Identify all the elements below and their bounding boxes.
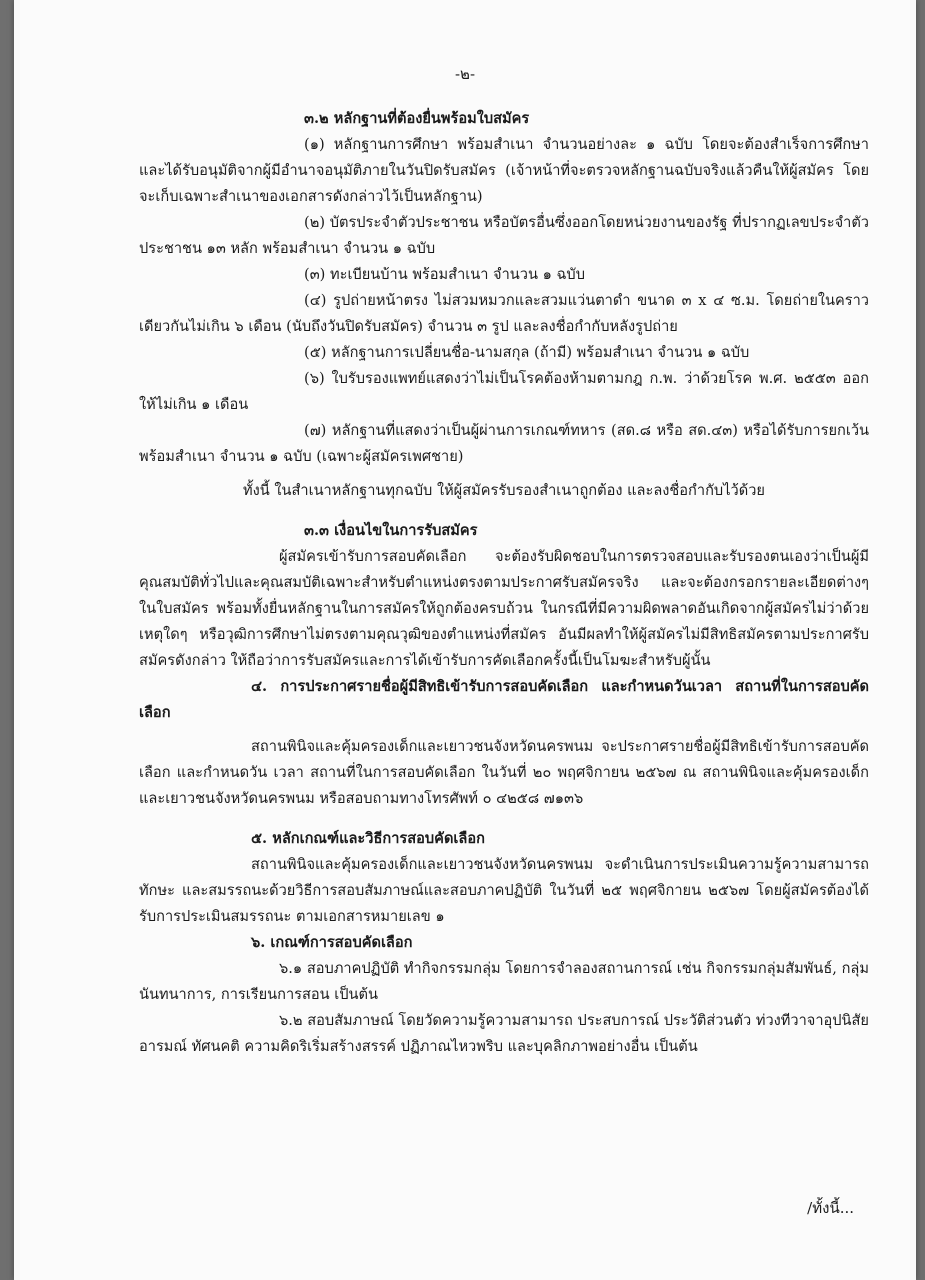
paragraph-note: ทั้งนี้ ในสำเนาหลักฐานทุกฉบับ ให้ผู้สมัครรับรองสำเนาถูกต้อง และลงชื่อกำกับไว้ด้วย	[243, 482, 765, 499]
paragraph-conditions: ผู้สมัครเข้ารับการสอบคัดเลือก จะต้องรับผิดชอบในการตรวจสอบและรับรองตนเองว่าเป็นผู้มีคุณสมบัติทั่วไปและคุณสมบัติเฉพาะสำหรับตำแหน่งตรงตามประกาศรับสมัครจริง และจะต้องกรอกรายละเอียดต่างๆ ในใบสมัคร พร้อมทั้งยื่นหลักฐานในการสมัครให้ถูกต้องครบถ้วน ในกรณีที่มีความผิดพลาดอันเกิดจากผู้สมัครไม่ว่าด้วยเหตุใดๆ หรือวุฒิการศึกษาไม่ตรงตามคุณวุฒิของตำแหน่งที่สมัคร อันมีผลทำให้ผู้สมัครไม่มีสิทธิสมัครตามประกาศรับสมัครดังกล่าว ให้ถือว่าการรับสมัครและการได้เข้ารับการคัดเลือกครั้งนี้เป็นโมฆะสำหรับผู้นั้น	[139, 548, 869, 669]
section-heading-4: ๔. การประกาศรายชื่อผู้มีสิทธิเข้ารับการสอบคัดเลือก และกำหนดวันเวลา สถานที่ในการสอบคัดเลือก	[139, 678, 869, 721]
paragraph-criteria: สถานพินิจและคุ้มครองเด็กและเยาวชนจังหวัดนครพนม จะดำเนินการประเมินความรู้ความสามารถ ทักษะ และสมรรถนะด้วยวิธีการสอบสัมภาษณ์และสอบภาคปฏิบัติ ในวันที่ ๒๕ พฤศจิกายน ๒๕๖๗ โดยผู้สมัครต้องได้รับการประเมินสมรรถนะ ตามเอกสารหมายเลข ๑	[139, 856, 869, 925]
section-heading-5: ๕. หลักเกณฑ์และวิธีการสอบคัดเลือก	[251, 830, 485, 847]
document-page	[14, 0, 916, 1280]
paragraph-item-2: (๒) บัตรประจำตัวประชาชน หรือบัตรอื่นซึ่งออกโดยหน่วยงานของรัฐ ที่ปรากฏเลขประจำตัวประชาชน ๑๓ หลัก พร้อมสำเนา จำนวน ๑ ฉบับ	[139, 214, 869, 257]
page-number: -๒-	[454, 65, 476, 83]
paragraph-item-7: (๗) หลักฐานที่แสดงว่าเป็นผู้ผ่านการเกณฑ์ทหาร (สด.๘ หรือ สด.๔๓) หรือได้รับการยกเว้น พร้อมสำเนา จำนวน ๑ ฉบับ (เฉพาะผู้สมัครเพศชาย)	[139, 422, 869, 465]
paragraph-item-4: (๔) รูปถ่ายหน้าตรง ไม่สวมหมวกและสวมแว่นตาดำ ขนาด ๓ x ๔ ซ.ม. โดยถ่ายในคราวเดียวกันไม่เกิน ๖ เดือน (นับถึงวันปิดรับสมัคร) จำนวน ๓ รูป และลงชื่อกำกับหลังรูปถ่าย	[139, 292, 869, 335]
paragraph-item-5: (๕) หลักฐานการเปลี่ยนชื่อ-นามสกุล (ถ้ามี) พร้อมสำเนา จำนวน ๑ ฉบับ	[304, 344, 750, 361]
paragraph-announcement: สถานพินิจและคุ้มครองเด็กและเยาวชนจังหวัดนครพนม จะประกาศรายชื่อผู้มีสิทธิเข้ารับการสอบคัดเลือก และกำหนดวัน เวลา สถานที่ในการสอบคัดเลือก ในวันที่ ๒๐ พฤศจิกายน ๒๕๖๗ ณ สถานพินิจและคุ้มครองเด็กและเยาวชนจังหวัดนครพนม หรือสอบถามทางโทรศัพท์ ๐ ๔๒๕๘ ๗๑๓๖	[139, 738, 869, 807]
document-body	[139, 106, 869, 1060]
paragraph-interview: ๖.๒ สอบสัมภาษณ์ โดยวัดความรู้ความสามารถ ประสบการณ์ ประวัติส่วนตัว ท่วงทีวาจาอุปนิสัย อารมณ์ ทัศนคติ ความคิดริเริ่มสร้างสรรค์ ปฏิภาณไหวพริบ และบุคลิกภาพอย่างอื่น เป็นต้น	[139, 1012, 869, 1055]
continuation-marker: /ทั้งนี้...	[807, 1199, 854, 1217]
section-heading-3-3: ๓.๓ เงื่อนไขในการรับสมัคร	[304, 522, 478, 539]
paragraph-item-6: (๖) ใบรับรองแพทย์แสดงว่าไม่เป็นโรคต้องห้ามตามกฎ ก.พ. ว่าด้วยโรค พ.ศ. ๒๕๕๓ ออกให้ไม่เกิน ๑ เดือน	[139, 370, 870, 413]
paragraph-item-1: (๑) หลักฐานการศึกษา พร้อมสำเนา จำนวนอย่างละ ๑ ฉบับ โดยจะต้องสำเร็จการศึกษา และได้รับอนุมัติจากผู้มีอำนาจอนุมัติภายในวันปิดรับสมัคร (เจ้าหน้าที่จะตรวจหลักฐานฉบับจริงแล้วคืนให้ผู้สมัคร โดยจะเก็บเฉพาะสำเนาของเอกสารดังกล่าวไว้เป็นหลักฐาน)	[139, 136, 869, 205]
paragraph-item-3: (๓) ทะเบียนบ้าน พร้อมสำเนา จำนวน ๑ ฉบับ	[304, 266, 585, 283]
paragraph-practical-exam: ๖.๑ สอบภาคปฏิบัติ ทำกิจกรรมกลุ่ม โดยการจำลองสถานการณ์ เช่น กิจกรรมกลุ่มสัมพันธ์, กลุ่มนันทนาการ, การเรียนการสอน เป็นต้น	[139, 960, 869, 1003]
section-heading-3-2: ๓.๒ หลักฐานที่ต้องยื่นพร้อมใบสมัคร	[304, 110, 530, 127]
section-heading-6: ๖. เกณฑ์การสอบคัดเลือก	[251, 934, 413, 951]
